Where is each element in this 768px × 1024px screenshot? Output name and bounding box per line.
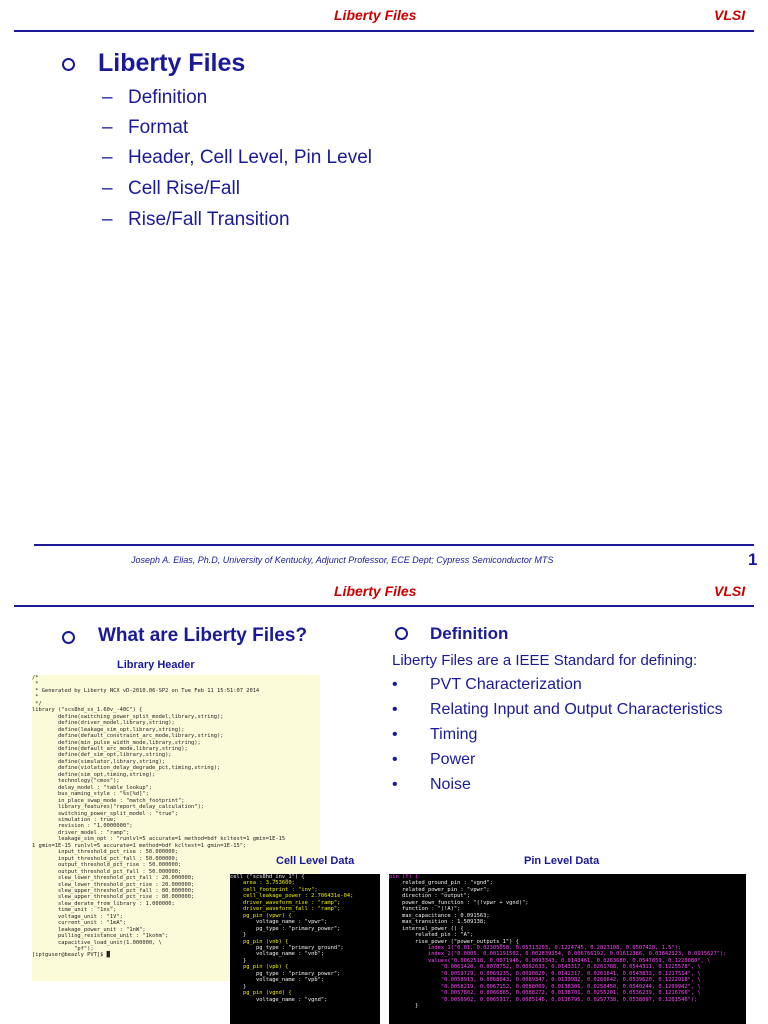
- definition-bullet-icon: [395, 627, 408, 640]
- right-heading: Definition: [430, 624, 509, 643]
- code-line: define(driver_model,library,string);: [32, 720, 175, 727]
- code-line: values("0.0062518, 0.0071946, 0.0093343, 0.0143461, 0.0263680, 0.0547859, 0.1220080", \: [389, 957, 711, 964]
- code-line: "0.0059729, 0.0069235, 0.0090820, 0.0142317, 0.0261841, 0.0543833, 0.1217514", \: [389, 970, 701, 977]
- heading-bullet-icon: [62, 631, 75, 644]
- code-line: internal_power () {: [389, 925, 464, 932]
- cell-level-code: [230, 874, 380, 1024]
- code-line: define(default_constraint_arc_mode,library,string);: [32, 733, 224, 740]
- code-line: * Generated by Liberty NCX vD-2010.06-SP2 on Tue Feb 11 15:51:07 2014: [32, 687, 260, 694]
- code-line: pg_pin (vnb) {: [230, 938, 289, 945]
- header-rule: [14, 30, 754, 32]
- definition-bullet: • PVT Characterization: [392, 676, 582, 693]
- code-line: }: [389, 1003, 419, 1010]
- code-line: 1 gmin=1E-15 runlvl=5 accurate=1 method=bdf kcltest=1 gmin=1E-15";: [32, 842, 247, 849]
- code-line: pg_type : "primary_ground";: [230, 944, 344, 951]
- code-line: *: [32, 694, 39, 701]
- code-line: technology("cmos");: [32, 778, 120, 785]
- cell-level-caption: Cell Level Data: [276, 855, 355, 867]
- agenda-item: – Header, Cell Level, Pin Level: [102, 147, 372, 168]
- definition-bullet: • Relating Input and Output Characteristics: [392, 701, 723, 718]
- agenda-item: – Cell Rise/Fall: [102, 178, 240, 199]
- code-line: define(leakage_sim_opt,library,string);: [32, 726, 185, 733]
- code-line: max_transition : 1.509138;: [389, 919, 487, 926]
- code-line: define(switching_power_split_model,library,string);: [32, 713, 224, 720]
- code-line: *: [32, 681, 39, 688]
- pin-level-code: [389, 874, 746, 1024]
- code-line: }: [230, 957, 247, 964]
- code-line: pin (Y) {: [389, 874, 419, 880]
- code-line: pulling_resistance_unit : "1kohm";: [32, 933, 169, 940]
- library-header-caption: Library Header: [117, 659, 195, 671]
- code-line: slew_upper_threshold_pct_fall : 80.000000;: [32, 887, 195, 894]
- code-line: related_ground_pin : "vgnd";: [389, 880, 493, 887]
- code-line: index_2("0.0005, 0.001191502, 0.002839354, 0.006766192, 0.01612386, 0.03842323, 0.0915627");: [389, 951, 727, 958]
- pin-level-caption: Pin Level Data: [524, 855, 600, 867]
- agenda-item: – Definition: [102, 87, 208, 108]
- code-line: capacitive_load_unit(1.000000, \: [32, 939, 162, 946]
- slide-2: [0, 580, 768, 1024]
- code-line: */: [32, 700, 42, 707]
- code-line: pg_pin (vpwr) {: [230, 912, 292, 919]
- definition-intro: Liberty Files are a IEEE Standard for defining:: [392, 652, 698, 669]
- agenda-item: – Rise/Fall Transition: [102, 209, 290, 230]
- agenda-item: – Format: [102, 117, 189, 138]
- code-line: cell ("scs8hd_inv_1") {: [230, 874, 305, 880]
- code-line: leakage_power_unit : "1nW";: [32, 926, 146, 933]
- code-line: define(min_pulse_width_mode,library,string);: [32, 739, 201, 746]
- definition-bullet: • Noise: [392, 776, 471, 793]
- code-line: "0.0061420, 0.0070752, 0.0092633, 0.0143317, 0.0261788, 0.0544311, 0.1225578", \: [389, 964, 701, 971]
- code-line: power_down_function : "(!vpwr + vgnd)";: [389, 899, 529, 906]
- code-line: direction : "output";: [389, 893, 471, 900]
- slide-heading: Liberty Files: [98, 49, 246, 77]
- header-rule: [14, 605, 754, 607]
- code-line: "0.0058913, 0.0068043, 0.0089347, 0.0139982, 0.0260642, 0.0539620, 0.1222918", \: [389, 977, 701, 984]
- code-line: cell_footprint : "inv";: [230, 886, 318, 893]
- code-line: input_threshold_pct_fall : 50.000000;: [32, 855, 179, 862]
- code-line: slew_upper_threshold_pct_rise : 80.000000;: [32, 894, 195, 901]
- header-tag: VLSI: [714, 7, 746, 23]
- definition-bullet: • Power: [392, 751, 476, 768]
- code-line: }: [230, 983, 247, 990]
- code-line: time_unit : "1ns";: [32, 907, 117, 914]
- code-line: voltage_name : "vnb";: [230, 951, 325, 958]
- code-line: input_threshold_pct_rise : 50.000000;: [32, 849, 179, 856]
- code-line: pg_pin (vpb) {: [230, 964, 289, 971]
- code-line: function : "(!A)";: [389, 906, 461, 913]
- code-line: voltage_name : "vpwr";: [230, 919, 328, 926]
- code-line: area : 3.753600;: [230, 880, 295, 887]
- page-number: 1: [748, 550, 758, 569]
- code-line: pg_pin (vgnd) {: [230, 990, 292, 997]
- code-line: driver_waveform_rise : "ramp";: [230, 899, 341, 906]
- code-line: slew_lower_threshold_pct_fall : 20.000000;: [32, 875, 195, 882]
- code-line: define(violation_delay_degrade_pct,timing,string);: [32, 765, 221, 772]
- header-title: Liberty Files: [334, 7, 417, 23]
- code-line: }: [230, 932, 247, 939]
- definition-bullet: • Timing: [392, 726, 478, 743]
- code-line: index_1("0.01, 0.02305058, 0.05313203, 0.1224745, 0.2823108, 0.6507428, 1.5");: [389, 944, 682, 951]
- code-line: /*: [32, 675, 39, 681]
- code-line: [iptguser@beazly PVT]$ █: [32, 952, 110, 959]
- code-line: define(default_arc_mode,library,string);: [32, 745, 188, 752]
- code-line: switching_power_split_model : "true";: [32, 810, 179, 817]
- code-line: cell_leakage_power : 2.706431e-04;: [230, 893, 354, 900]
- code-line: voltage_name : "vpb";: [230, 977, 325, 984]
- code-line: delay_model : "table_lookup";: [32, 784, 153, 791]
- code-line: simulation : true;: [32, 816, 117, 823]
- code-line: in_place_swap_mode : "match_footprint";: [32, 797, 185, 804]
- code-line: define(simulator,library,string);: [32, 758, 166, 765]
- code-line: driver_model : "ramp";: [32, 829, 130, 836]
- code-line: current_unit : "1mA";: [32, 920, 127, 927]
- left-heading: What are Liberty Files?: [98, 625, 308, 646]
- code-line: bus_naming_style : "%s[%d]";: [32, 791, 149, 798]
- code-line: output_threshold_pct_fall : 50.000000;: [32, 868, 182, 875]
- header-title: Liberty Files: [334, 583, 417, 599]
- heading-bullet-icon: [62, 58, 75, 71]
- footer-rule: [34, 544, 754, 546]
- code-line: revision : "1.0000000";: [32, 823, 133, 830]
- code-line: related_power_pin : "vpwr";: [389, 886, 490, 893]
- code-line: max_capacitance : 0.091563;: [389, 912, 490, 919]
- footer-author: Joseph A. Elias, Ph.D, University of Kentucky, Adjunct Professor, ECE Dept; Cypress Semiconductor MTS: [131, 555, 554, 565]
- code-line: output_threshold_pct_rise : 50.000000;: [32, 862, 182, 869]
- code-line: pg_type : "primary_power";: [230, 925, 341, 932]
- code-line: voltage_unit : "1V";: [32, 913, 123, 920]
- code-line: "pf");: [32, 946, 94, 953]
- code-line: slew_derate_from_library : 1.000000;: [32, 900, 175, 907]
- code-line: rise_power ("power_outputs_1") {: [389, 938, 519, 945]
- code-line: "0.0056902, 0.0065917, 0.0085146, 0.0136795, 0.0257738, 0.0538097, 0.1201546");: [389, 996, 698, 1003]
- code-line: library_features("report_delay_calculation");: [32, 804, 205, 811]
- code-line: related_pin : "A";: [389, 932, 474, 939]
- code-line: "0.0058219, 0.0067152, 0.0088069, 0.0138306, 0.0258450, 0.0540244, 0.1209942", \: [389, 983, 701, 990]
- header-tag: VLSI: [714, 583, 746, 599]
- code-line: slew_lower_threshold_pct_rise : 20.000000;: [32, 881, 195, 888]
- code-line: voltage_name : "vgnd";: [230, 996, 328, 1003]
- code-line: driver_waveform_fall : "ramp";: [230, 906, 341, 913]
- code-line: define(def_sim_opt,library,string);: [32, 752, 172, 759]
- code-line: "0.0057802, 0.0066865, 0.0088272, 0.0138701, 0.0255201, 0.0536239, 0.1216766", \: [389, 990, 701, 997]
- code-line: pg_type : "primary_power";: [230, 970, 341, 977]
- code-line: leakage_sim_opt : "runlvl=5 accurate=1 method=bdf kcltest=1 gmin=1E-15: [32, 836, 286, 843]
- code-line: library ("scs8hd_ss_1.60v_-40C") {: [32, 707, 143, 714]
- code-line: define(sim_opt,timing,string);: [32, 771, 156, 778]
